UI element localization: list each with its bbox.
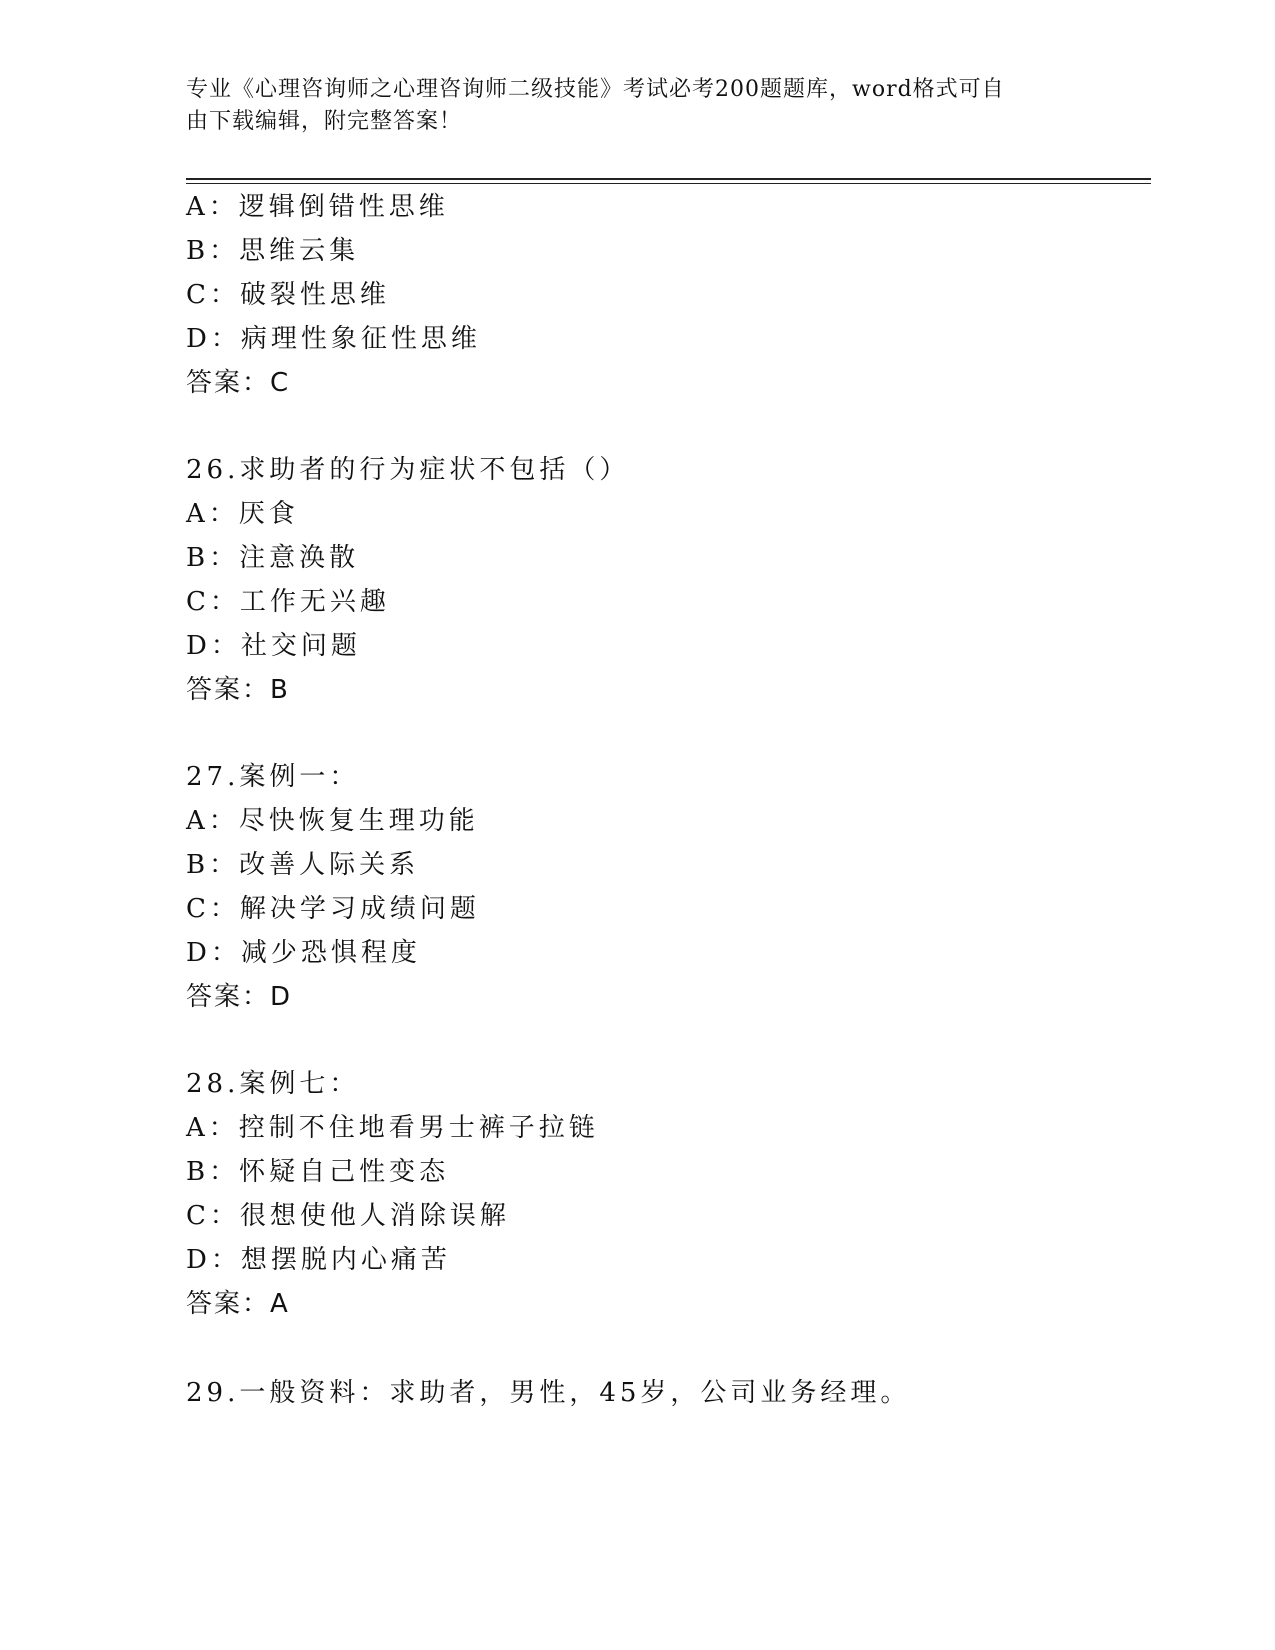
q28-option-b: B：怀疑自己性变态 [186, 1157, 450, 1187]
q26-option-d: D：社交问题 [186, 631, 361, 661]
q28-question: 28.案例七： [186, 1069, 360, 1099]
q25-option-b: B：思维云集 [186, 236, 360, 266]
q25-option-d: D：病理性象征性思维 [186, 324, 481, 354]
q28-option-d: D：想摆脱内心痛苦 [186, 1245, 451, 1275]
document-header [186, 74, 1076, 138]
q26-option-b: B：注意涣散 [186, 543, 360, 573]
q28-option-c: C：很想使他人消除误解 [186, 1201, 510, 1231]
q26-question: 26.求助者的行为症状不包括（） [186, 455, 630, 485]
q25-answer: 答案：C [186, 368, 291, 398]
q29-question: 29.一般资料：求助者，男性，45岁，公司业务经理。 [186, 1378, 911, 1408]
q27-answer: 答案：D [186, 982, 293, 1012]
header-divider-thick [186, 178, 1151, 180]
header-line-1: 专业《心理咨询师之心理咨询师二级技能》考试必考200题题库，word格式可自 [186, 77, 1005, 102]
q27-option-b: B：改善人际关系 [186, 850, 420, 880]
q26-option-a: A：厌食 [186, 499, 299, 529]
q27-question: 27.案例一： [186, 762, 360, 792]
header-divider-thin [186, 183, 1151, 184]
q25-option-c: C：破裂性思维 [186, 280, 390, 310]
header-line-2: 由下载编辑，附完整答案！ [186, 109, 463, 134]
q26-answer: 答案：B [186, 675, 290, 705]
q27-option-c: C：解决学习成绩问题 [186, 894, 480, 924]
q28-answer: 答案：A [186, 1289, 290, 1319]
q27-option-d: D：减少恐惧程度 [186, 938, 421, 968]
q28-option-a: A：控制不住地看男士裤子拉链 [186, 1113, 599, 1143]
q27-option-a: A：尽快恢复生理功能 [186, 806, 479, 836]
q25-option-a: A：逻辑倒错性思维 [186, 192, 449, 222]
q26-option-c: C：工作无兴趣 [186, 587, 390, 617]
